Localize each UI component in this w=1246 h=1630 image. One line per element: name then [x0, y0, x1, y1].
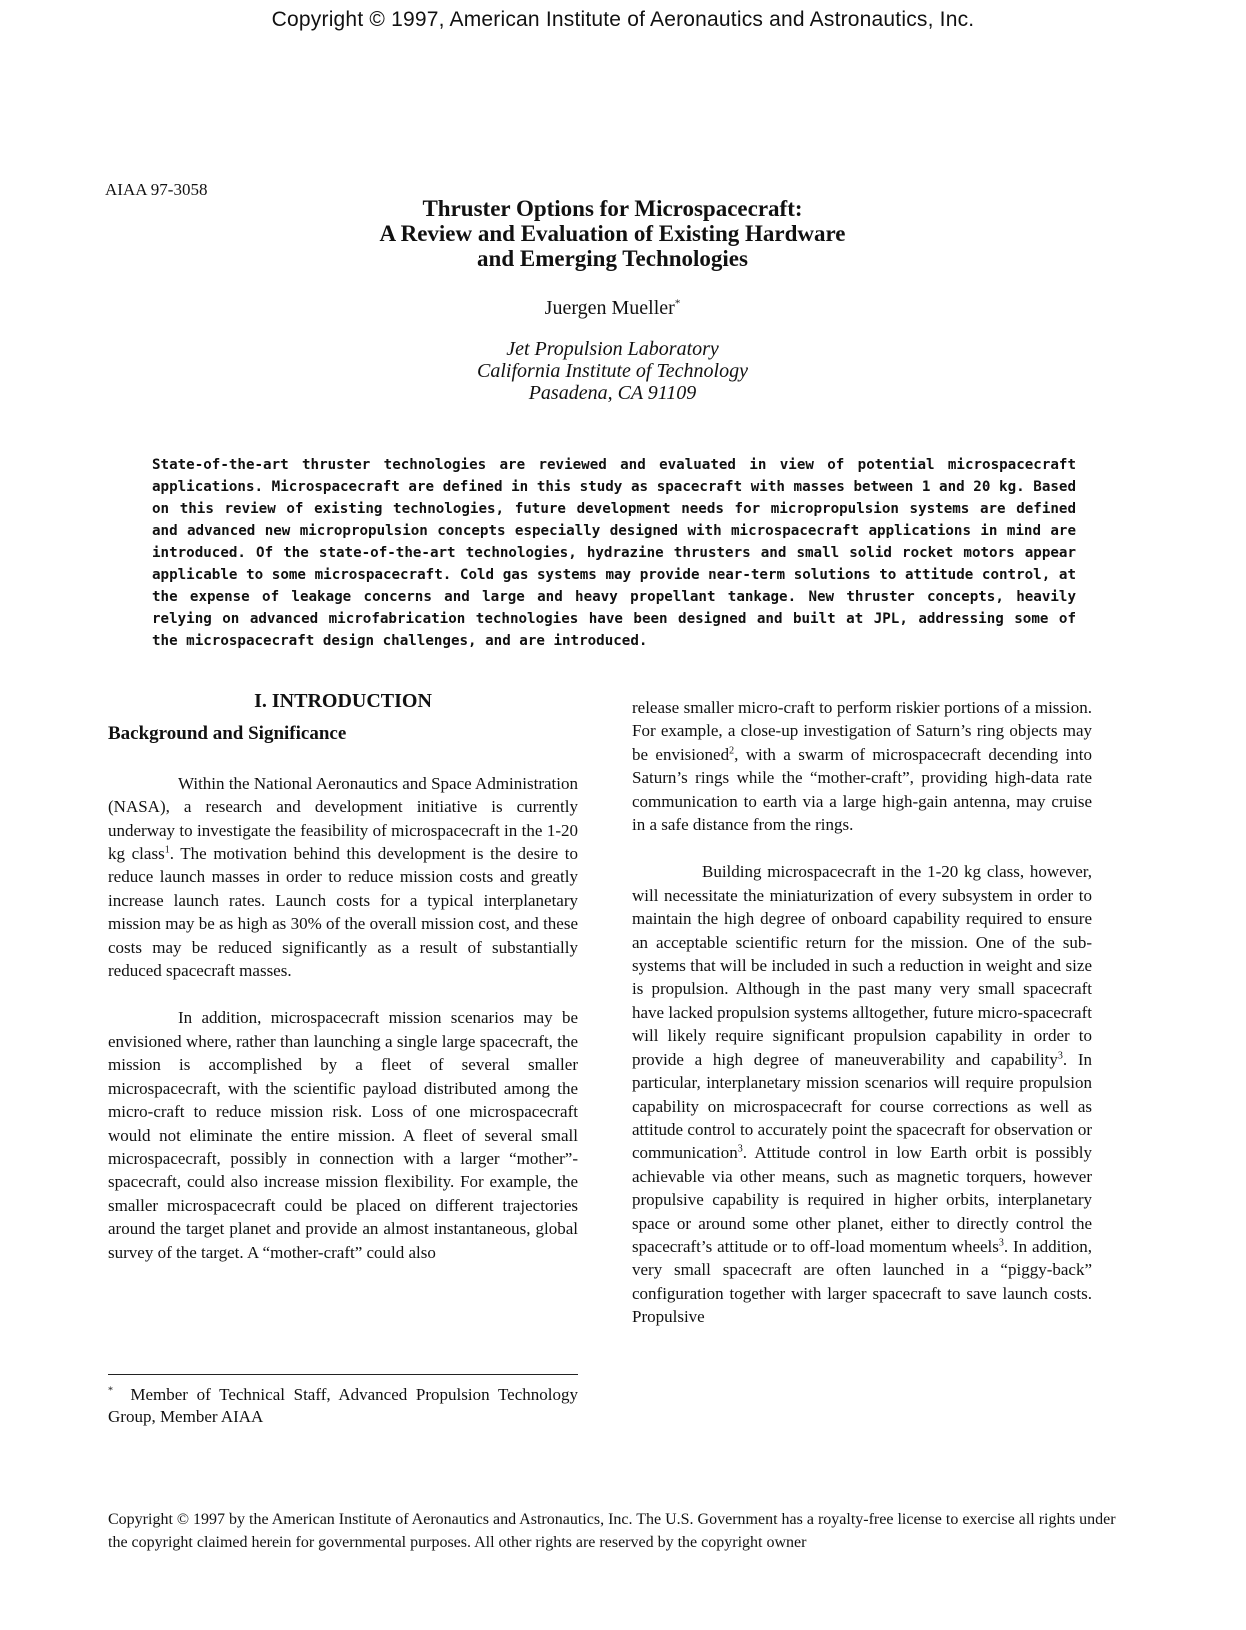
citation: 3	[1057, 1050, 1063, 1062]
paragraph	[632, 860, 1092, 1328]
affiliation-line: Jet Propulsion Laboratory	[506, 338, 719, 360]
paragraph	[108, 772, 578, 983]
footnote-text: Member of Technical Staff, Advanced Propulsion Technology Group, Member AIAA	[108, 1385, 578, 1426]
paragraph-text: release smaller micro-craft to perform riskier portions of a mission. For example, a close-up investigation of Saturn’s ring objects may be envisioned	[632, 698, 1092, 764]
paragraph-text: Building microspacecraft in the 1-20 kg class, however, will necessitate the miniaturization of every subsystem in order to maintain the high degree of onboard capability required to ensure an acceptable scientific return for the mission. One of the sub-systems that will be included in such a reduction in weight and size is propulsion. Although in the past many very small spacecraft have lacked propulsion systems alltogether, future micro-spacecraft will likely require significant propulsion capability in order to provide a high degree of maneuverability and capability	[632, 862, 1092, 1069]
title-line: and Emerging Technologies	[477, 246, 748, 271]
citation: 3	[737, 1143, 743, 1155]
paragraph: In addition, microspacecraft mission scenarios may be envisioned where, rather than launching a single large spacecraft, the mission is accomplished by a fleet of several smaller microspacecraft, with the scientific payload distributed among the micro-craft to reduce mission risk. Loss of one microspacecraft would not eliminate the entire mission. A fleet of several small microspacecraft, possibly in connection with a larger “mother”-spacecraft, could also increase mission flexibility. For example, the smaller microspacecraft could be placed on different trajectories around the target planet and provide an almost instantaneous, global survey of the target. A “mother-craft” could also	[108, 1008, 578, 1262]
paragraph-text: . In particular, interplanetary mission scenarios will require propulsion capability on microspacecraft for course corrections as well as attitude control to accurately point the spacecraft for observation or communication	[632, 1049, 1092, 1163]
citation: 1	[164, 844, 170, 856]
paragraph	[632, 696, 1092, 836]
author-name: Juergen Mueller	[544, 297, 675, 319]
affiliation-line: Pasadena, CA 91109	[528, 382, 697, 404]
header-copyright: Copyright © 1997, American Institute of Aeronautics and Astronautics, Inc.	[271, 8, 975, 31]
paper-id: AIAA 97-3058	[105, 180, 208, 199]
section-heading: I. INTRODUCTION	[254, 690, 432, 712]
footnote-marker: *	[108, 1385, 113, 1397]
left-column	[108, 690, 578, 1264]
citation: 3	[998, 1237, 1004, 1249]
paragraph-text: . The motivation behind this development is the desire to reduce launch masses in order to reduce mission costs and greatly increase launch rates. Launch costs for a typical interplanetary mission may be as high as 30% of the overall mission cost, and these costs may be reduced significantly as a result of substantially reduced spacecraft masses.	[108, 844, 579, 981]
affiliation	[240, 338, 985, 404]
subsection-heading: Background and Significance	[108, 723, 347, 745]
citation: 2	[729, 745, 735, 757]
affiliation-line: California Institute of Technology	[477, 360, 748, 382]
author-footnote-marker: *	[674, 297, 681, 310]
footnote	[108, 1384, 578, 1428]
paragraph-text: , with a swarm of microspacecraft decending into Saturn’s rings while the “mother-craft”, providing high-data rate communication to earth via a large high-gain antenna, may cruise in a safe distance from the rings.	[632, 744, 1092, 835]
footnote-divider	[108, 1374, 578, 1375]
author	[240, 297, 985, 320]
right-column	[632, 696, 1092, 1329]
paragraph-text: . In addition, very small spacecraft are often launched in a “piggy-back” configuration together with larger spacecraft to save launch costs. Propulsive	[632, 1236, 1092, 1327]
paragraph-text: . Attitude control in low Earth orbit is possibly achievable via other means, such as magnetic torquers, however propulsive capability is required in higher orbits, interplanetary space or around some other planet, either to directly control the spacecraft’s attitude or to off-load momentum wheels	[632, 1143, 1092, 1256]
copyright-notice: Copyright © 1997 by the American Institute of Aeronautics and Astronautics, Inc. The U.S. Government has a royalty-free license to exercise all rights under the copyright claimed herein for governmental purposes. All other rights are reserved by the copyright owner	[108, 1511, 1116, 1551]
title-line: A Review and Evaluation of Existing Hardware	[379, 221, 846, 246]
abstract: State-of-the-art thruster technologies are reviewed and evaluated in view of potential microspacecraft applications. Microspacecraft are defined in this study as spacecraft with masses between 1 and 20 kg. Based on this review of existing technologies, future development needs for micropropulsion systems are defined and advanced new micropropulsion concepts especially designed with microspacecraft applications in mind are introduced. Of the state-of-the-art technologies, hydrazine thrusters and small solid rocket motors appear applicable to some microspacecraft. Cold gas systems may provide near-term solutions to attitude control, at the expense of leakage concerns and large and heavy propellant tankage. New thruster concepts, heavily relying on advanced microfabrication technologies have been designed and built at JPL, addressing some of the microspacecraft design challenges, and are introduced.	[152, 457, 1076, 649]
paper-title	[240, 196, 985, 271]
paragraph-text: Within the National Aeronautics and Space Administration (NASA), a research and development initiative is currently underway to investigate the feasibility of microspacecraft in the 1-20 kg class	[108, 773, 578, 864]
title-line: Thruster Options for Microspacecraft:	[422, 196, 803, 221]
